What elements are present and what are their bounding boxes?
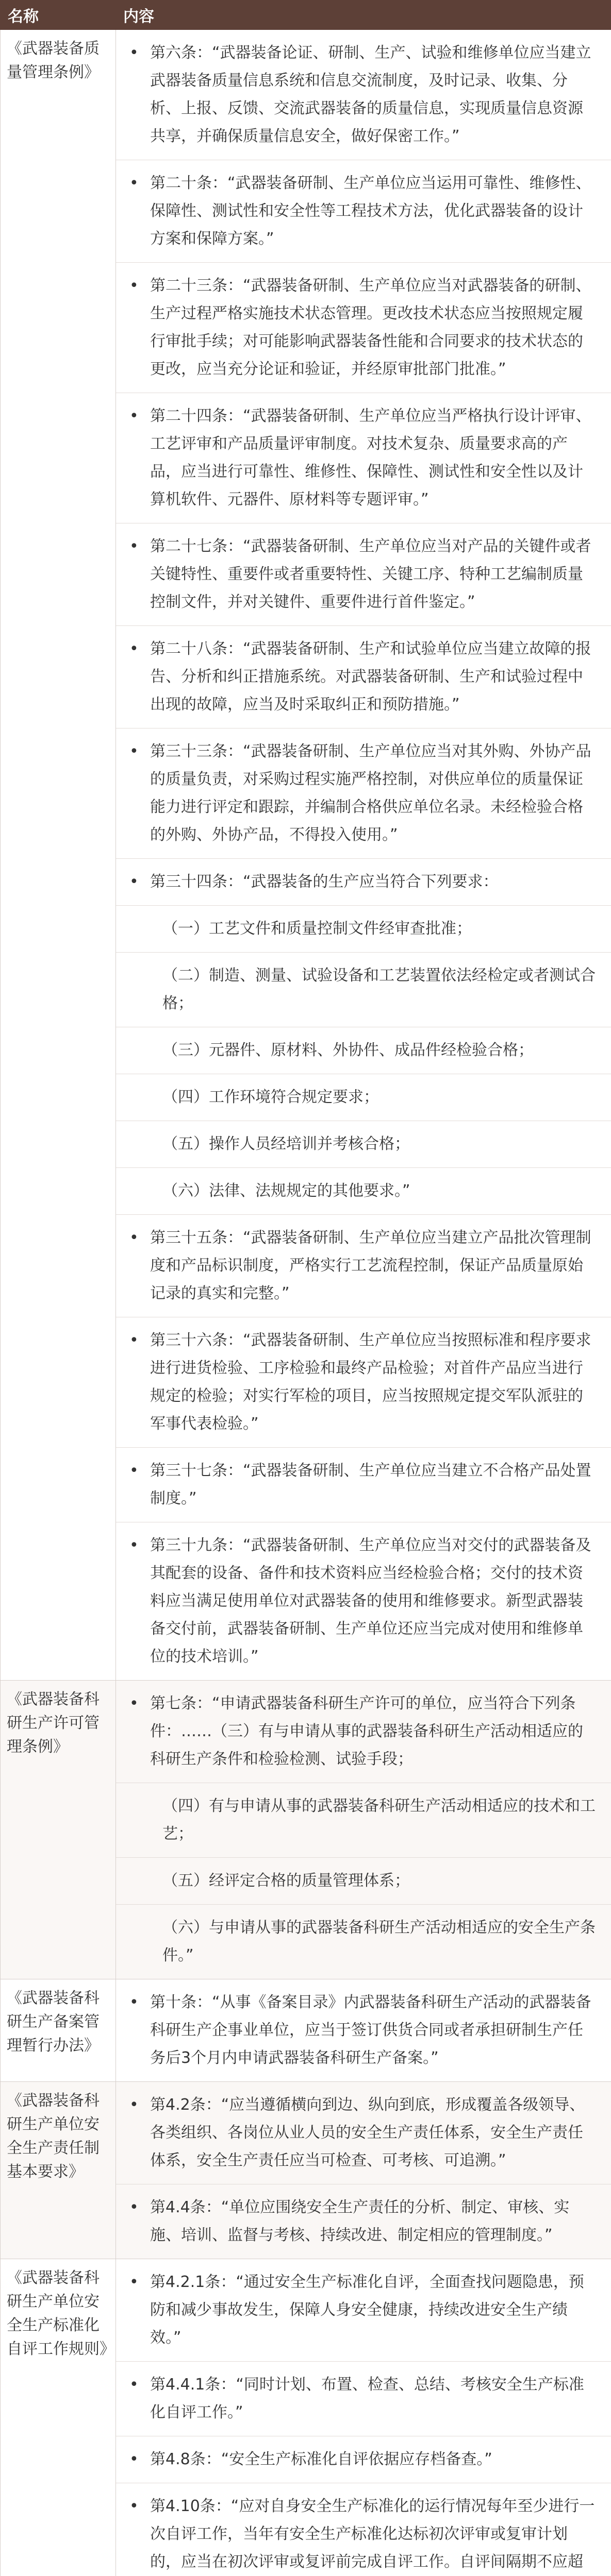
table-row	[1, 1979, 611, 2082]
clause-item: • 第三十七条：“武器装备研制、生产单位应当建立不合格产品处置制度。”	[116, 1448, 611, 1522]
regulation-content-cell	[116, 2259, 611, 2576]
clause-item: • 第三十四条：“武器装备的生产应当符合下列要求：	[116, 859, 611, 906]
table-row	[1, 30, 611, 1681]
clause-item: • 第三十五条：“武器装备研制、生产单位应当建立产品批次管理制度和产品标识制度，严格实行工艺流程控制，保证产品质量原始记录的真实和完整。”	[116, 1215, 611, 1317]
regulation-content-cell	[116, 30, 611, 1681]
clause-item: • 第4.8条：“安全生产标准化自评依据应存档备查。”	[116, 2436, 611, 2483]
clause-subitem: （二）制造、测量、试验设备和工艺装置依法经检定或者测试合格；	[116, 953, 611, 1027]
clause-item: • 第二十四条：“武器装备研制、生产单位应当严格执行设计评审、工艺评审和产品质量评审制度。对技术复杂、质量要求高的产品，应当进行可靠性、维修性、保障性、测试性和安全性以及计算机软件、元器件、原材料等专题评审。”	[116, 393, 611, 523]
clause-item: • 第4.2.1条：“通过安全生产标准化自评，全面查找问题隐患，预防和减少事故发生，保障人身安全健康，持续改进安全生产绩效。”	[116, 2259, 611, 2362]
clause-subitem: （四）有与申请从事的武器装备科研生产活动相适应的技术和工艺；	[116, 1783, 611, 1858]
regulation-name-cell: 《武器装备科研生产单位安全生产标准化自评工作规则》	[1, 2259, 116, 2576]
clause-subitem: （四）工作环境符合规定要求；	[116, 1074, 611, 1121]
table-header-row	[1, 1, 611, 30]
clause-subitem: （六）与申请从事的武器装备科研生产活动相适应的安全生产条件。”	[162, 1919, 596, 1964]
clause-subitem: （一）工艺文件和质量控制文件经审查批准；	[116, 906, 611, 953]
table-row	[1, 2082, 611, 2259]
clause-subitem: （三）元器件、原材料、外协件、成品件经检验合格；	[116, 1027, 611, 1074]
clause-item: • 第六条：“武器装备论证、研制、生产、试验和维修单位应当建立武器装备质量信息系统和信息交流制度，及时记录、收集、分析、上报、反馈、交流武器装备的质量信息，实现质量信息资源共享，并确保质量信息安全，做好保密工作。”	[116, 30, 611, 160]
clause-item: • 第二十三条：“武器装备研制、生产单位应当对武器装备的研制、生产过程严格实施技术状态管理。更改技术状态应当按照规定履行审批手续；对可能影响武器装备性能和合同要求的技术状态的更改，应当充分论证和验证，并经原审批部门批准。”	[116, 263, 611, 393]
clause-item: • 第二十八条：“武器装备研制、生产和试验单位应当建立故障的报告、分析和纠正措施系统。对武器装备研制、生产和试验过程中出现的故障，应当及时采取纠正和预防措施。”	[116, 626, 611, 728]
clause-item: • 第4.10条：“应对自身安全生产标准化的运行情况每年至少进行一次自评工作，当年有安全生产标准化达标初次评审或复审计划的，应当在初次评审或复评前完成自评工作。自评间隔期不应超	[116, 2483, 611, 2576]
regulation-name-cell: 《武器装备科研生产单位安全生产责任制基本要求》	[1, 2082, 116, 2259]
clause-item: • 第十条：“从事《备案目录》内武器装备科研生产活动的武器装备科研生产企事业单位，应当于签订供货合同或者承担研制生产任务后3个月内申请武器装备科研生产备案。”	[116, 1979, 611, 2081]
clause-item: • 第4.4.1条：“同时计划、布置、检查、总结、考核安全生产标准化自评工作。”	[116, 2362, 611, 2436]
clause-subitem: （五）经评定合格的质量管理体系；	[116, 1858, 611, 1905]
regulation-content-cell	[116, 2082, 611, 2259]
clause-item: • 第三十六条：“武器装备研制、生产单位应当按照标准和程序要求进行进货检验、工序检验和最终产品检验；对首件产品应当进行规定的检验；对实行军检的项目，应当按照规定提交军队派驻的军事代表检验。”	[116, 1317, 611, 1448]
clause-subitem: （六）法律、法规规定的其他要求。”	[116, 1168, 611, 1215]
clause-item: • 第4.4条：“单位应围绕安全生产责任的分析、制定、审核、实施、培训、监督与考核、持续改进、制定相应的管理制度。”	[116, 2184, 611, 2259]
table-row	[1, 2259, 611, 2576]
clause-item: • 第七条：“申请武器装备科研生产许可的单位，应当符合下列条件：……（三）有与申请从事的武器装备科研生产活动相适应的科研生产条件和检验检测、试验手段；	[116, 1681, 611, 1783]
regulation-name-cell: 《武器装备科研生产许可管理条例》	[1, 1681, 116, 1979]
regulation-content-cell	[116, 1979, 611, 2082]
clause-item: • 第二十条：“武器装备研制、生产单位应当运用可靠性、维修性、保障性、测试性和安全性等工程技术方法，优化武器装备的设计方案和保障方案。”	[116, 160, 611, 263]
table-body	[1, 30, 611, 2576]
clause-item: • 第三十三条：“武器装备研制、生产单位应当对其外购、外协产品的质量负责，对采购过程实施严格控制，对供应单位的质量保证能力进行评定和跟踪，并编制合格供应单位名录。未经检验合格的外购、外协产品，不得投入使用。”	[116, 728, 611, 859]
regulation-name-cell: 《武器装备质量管理条例》	[1, 30, 116, 1681]
clause-item: • 第4.2条：“应当遵循横向到边、纵向到底，形成覆盖各级领导、各类组织、各岗位从业人员的安全生产责任体系，安全生产责任体系，安全生产责任应当可检查、可考核、可追溯。”	[116, 2082, 611, 2184]
regulation-name-cell: 《武器装备科研生产备案管理暂行办法》	[1, 1979, 116, 2082]
clause-item: • 第三十九条：“武器装备研制、生产单位应当对交付的武器装备及其配套的设备、备件和技术资料应当经检验合格；交付的技术资料应当满足使用单位对武器装备的使用和维修要求。新型武器装备交付前，武器装备研制、生产单位还应当完成对使用和维修单位的技术培训。”	[116, 1522, 611, 1680]
column-header-content: 内容	[116, 1, 611, 30]
regulation-content-cell	[116, 1681, 611, 1979]
clause-item: • 第二十七条：“武器装备研制、生产单位应当对产品的关键件或者关键特性、重要件或者重要特性、关键工序、特种工艺编制质量控制文件，并对关键件、重要件进行首件鉴定。”	[116, 523, 611, 626]
column-header-name: 名称	[1, 1, 116, 30]
table-row	[1, 1681, 611, 1979]
clause-subitem: （五）操作人员经培训并考核合格；	[116, 1121, 611, 1168]
